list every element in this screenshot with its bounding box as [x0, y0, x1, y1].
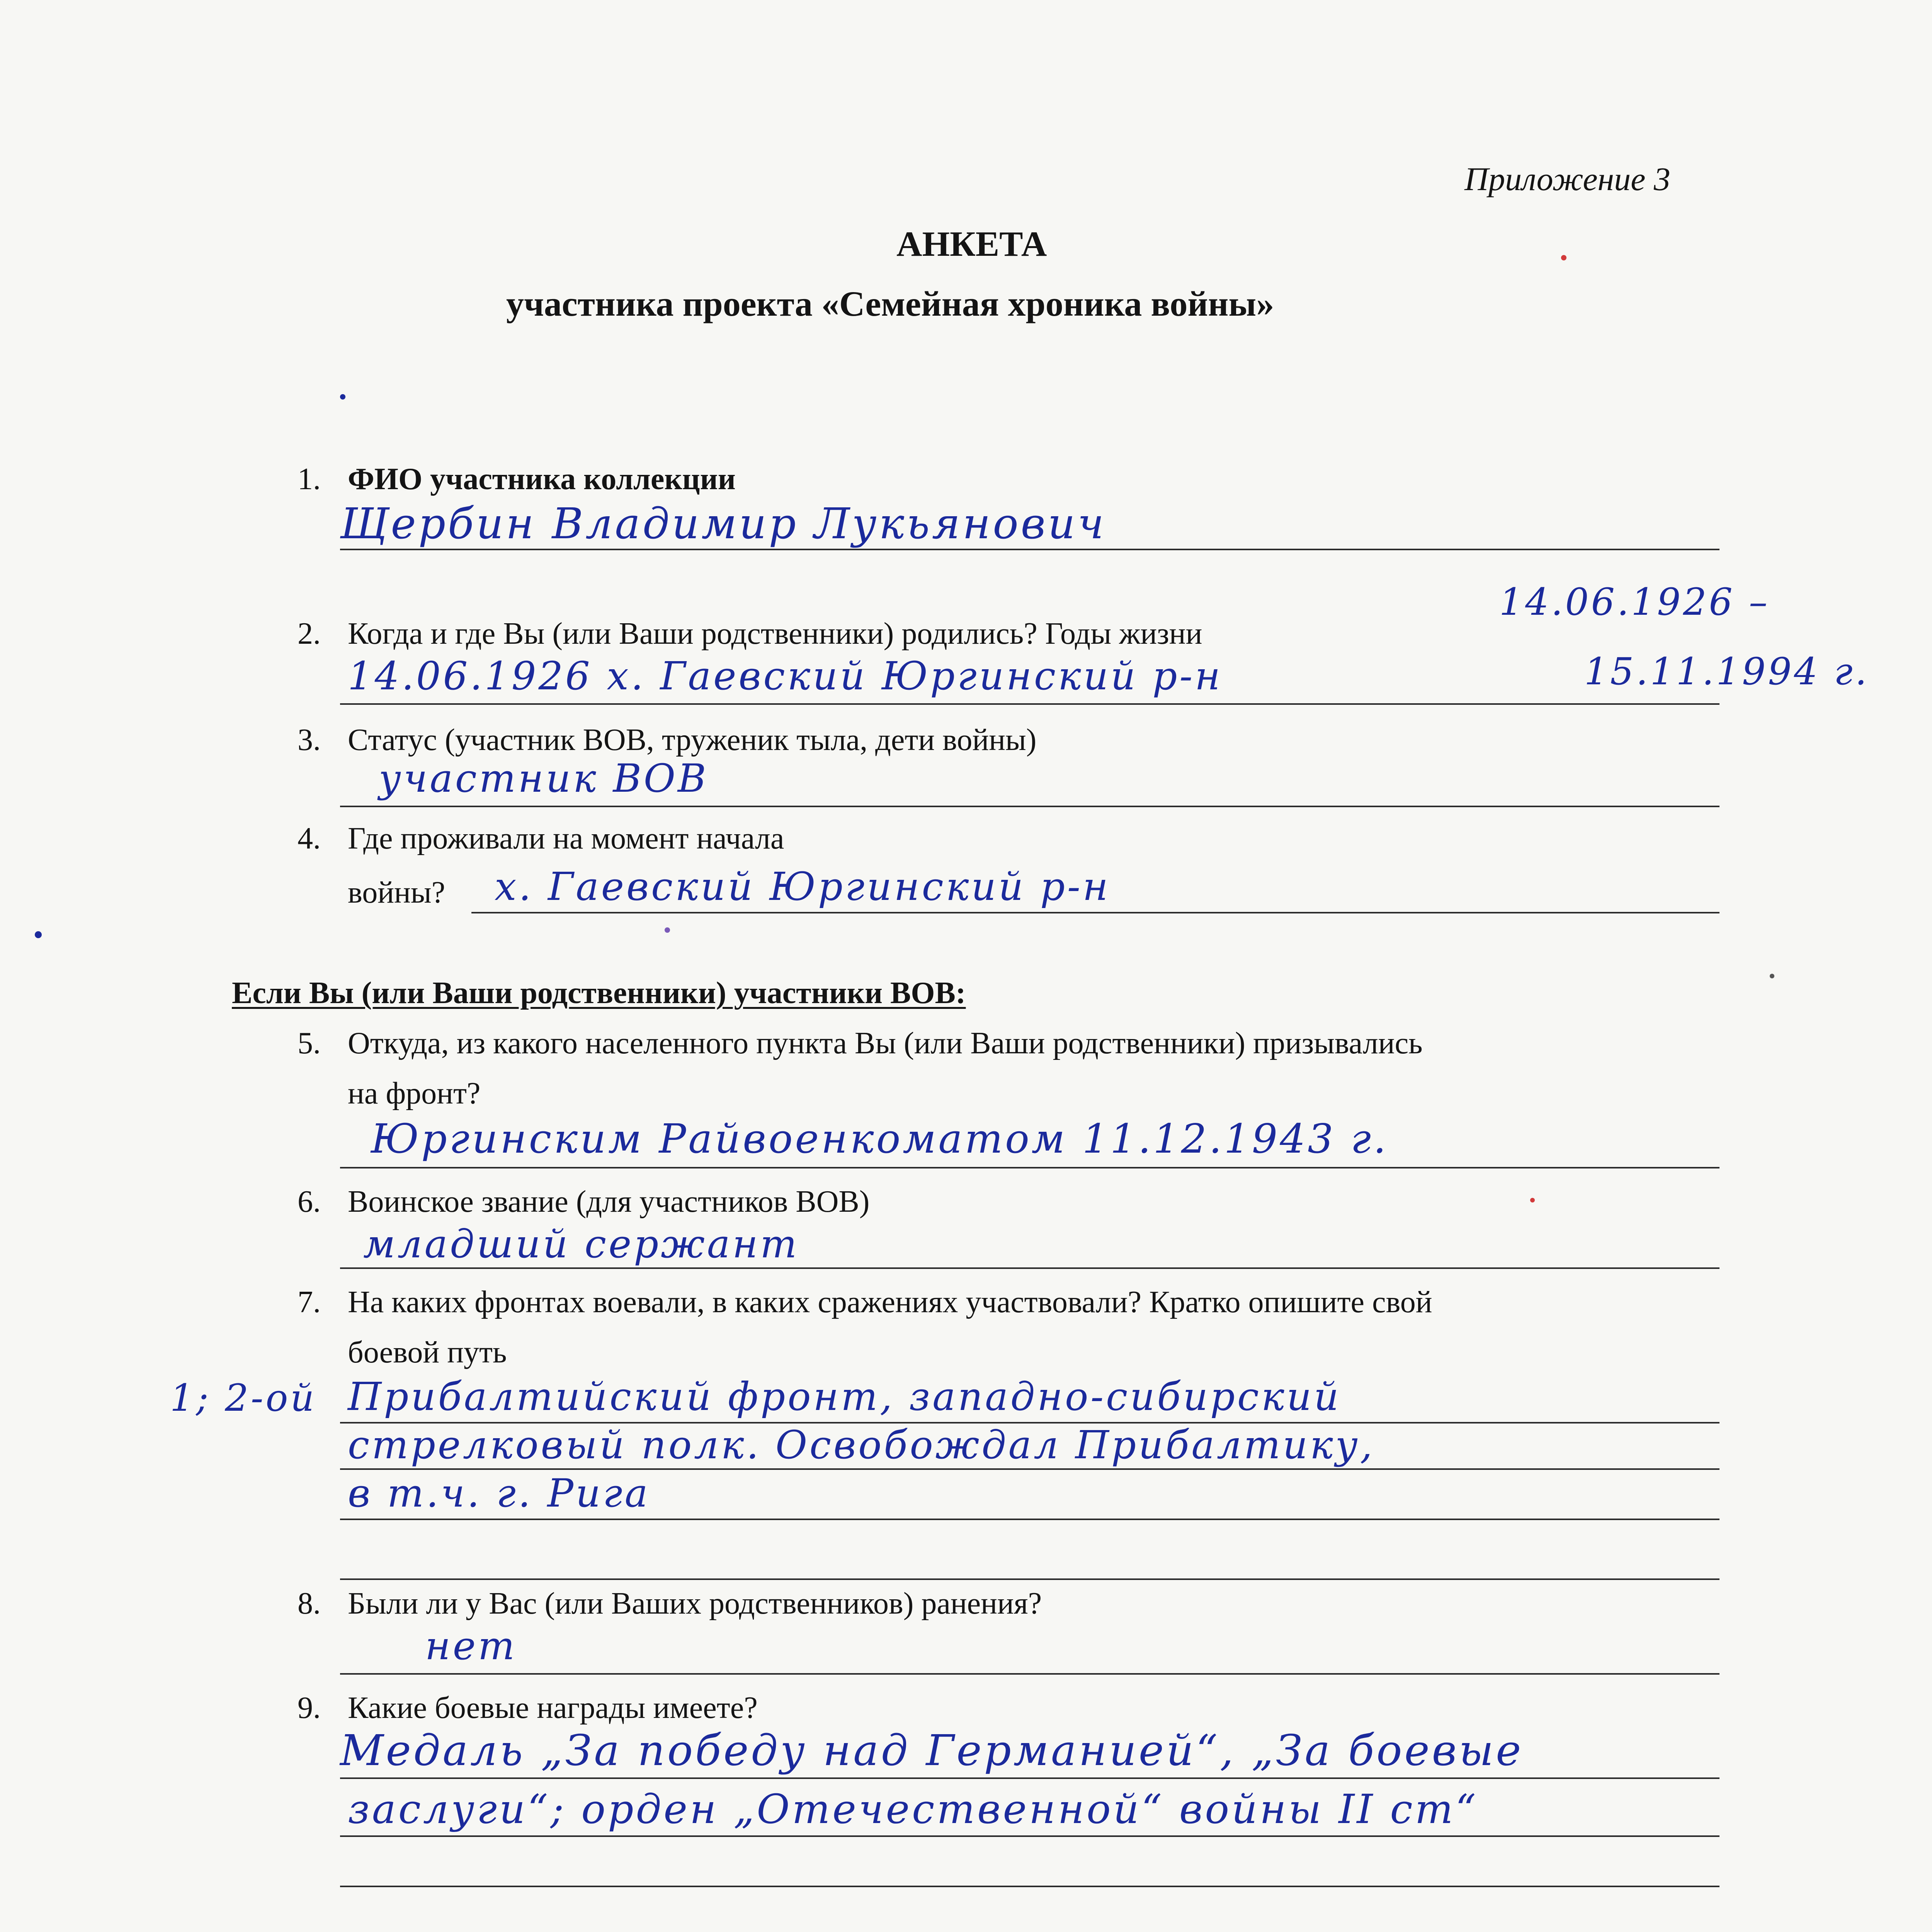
q7-margin-note: 1; 2-ой [170, 1376, 317, 1420]
q1-question: ФИО участника коллекции [348, 462, 736, 496]
q8-question: Были ли у Вас (или Ваших родственников) ранения? [348, 1587, 1042, 1621]
section-vov-participants: Если Вы (или Ваши родственники) участники ВОВ: [232, 976, 966, 1010]
q7-answer-rule4 [340, 1578, 1719, 1580]
q6-answer-line [340, 1267, 1719, 1269]
ink-speck [35, 931, 42, 938]
appendix-label: Приложение 3 [1464, 160, 1670, 197]
ink-speck [665, 927, 670, 933]
q5-answer-line [340, 1167, 1719, 1168]
q8-answer-line [340, 1673, 1719, 1675]
q2-note: 14.06.1926 – [1499, 580, 1770, 624]
q3-answer-line [340, 806, 1719, 807]
q1-number: 1. [298, 462, 321, 496]
q9-question: Какие боевые награды имеете? [348, 1691, 758, 1725]
q6-number: 6. [298, 1185, 321, 1219]
q7-question-line2: боевой путь [348, 1335, 507, 1369]
q1-answer-line [340, 549, 1719, 550]
q9-answer-rule3 [340, 1886, 1719, 1887]
ink-speck [1561, 255, 1566, 260]
q8-number: 8. [298, 1587, 321, 1621]
q7-answer-rule3 [340, 1519, 1719, 1520]
q7-number: 7. [298, 1285, 321, 1319]
q2-answer-line [340, 703, 1719, 705]
q9-answer-line1: Медаль „За победу над Германией“, „За боевые [340, 1726, 1524, 1775]
q7-question-line1: На каких фронтах воевали, в каких сражениях участвовали? Кратко опишите свой [348, 1285, 1432, 1319]
form-subtitle: участника проекта «Семейная хроника войны» [506, 284, 1274, 323]
q2-answer-years: 15.11.1994 г. [1584, 650, 1869, 693]
q2-answer-place: 14.06.1926 х. Гаевский Юргинский р-н [348, 653, 1223, 699]
q9-answer-rule2 [340, 1835, 1719, 1837]
form-title: АНКЕТА [896, 224, 1047, 264]
ink-speck [1530, 1198, 1535, 1202]
q7-answer-line3: в т.ч. г. Рига [348, 1471, 650, 1516]
q7-answer-line1: Прибалтийский фронт, западно-сибирский [348, 1374, 1341, 1419]
q5-answer: Юргинским Райвоенкоматом 11.12.1943 г. [371, 1115, 1389, 1162]
q3-answer: участник ВОВ [379, 756, 709, 801]
q9-answer-line2: заслуги“; орден „Отечественной“ войны II ст“ [348, 1786, 1478, 1833]
q6-question: Воинское звание (для участников ВОВ) [348, 1185, 870, 1219]
q4-answer: х. Гаевский Юргинский р-н [495, 864, 1111, 909]
q5-question-line2: на фронт? [348, 1077, 481, 1111]
q1-answer: Щербин Владимир Лукьянович [340, 499, 1106, 548]
q9-answer-rule1 [340, 1777, 1719, 1779]
q7-answer-rule2 [340, 1468, 1719, 1470]
ink-speck [1770, 974, 1774, 978]
q5-number: 5. [298, 1026, 321, 1060]
q4-number: 4. [298, 821, 321, 855]
q3-question: Статус (участник ВОВ, труженик тыла, дети войны) [348, 723, 1037, 757]
q6-answer: младший сержант [363, 1221, 799, 1267]
q4-answer-line [471, 912, 1719, 913]
q4-question-line1: Где проживали на момент начала [348, 821, 784, 855]
q2-question: Когда и где Вы (или Ваши родственники) родились? Годы жизни [348, 617, 1202, 651]
q2-number: 2. [298, 617, 321, 651]
q5-question-line1: Откуда, из какого населенного пункта Вы (или Ваши родственники) призывались [348, 1026, 1423, 1060]
q4-question-line2: войны? [348, 876, 446, 910]
ink-speck [340, 394, 345, 400]
q7-answer-line2: стрелковый полк. Освобождал Прибалтику, [348, 1422, 1375, 1468]
q9-number: 9. [298, 1691, 321, 1725]
q3-number: 3. [298, 723, 321, 757]
q8-answer: нет [425, 1623, 517, 1668]
